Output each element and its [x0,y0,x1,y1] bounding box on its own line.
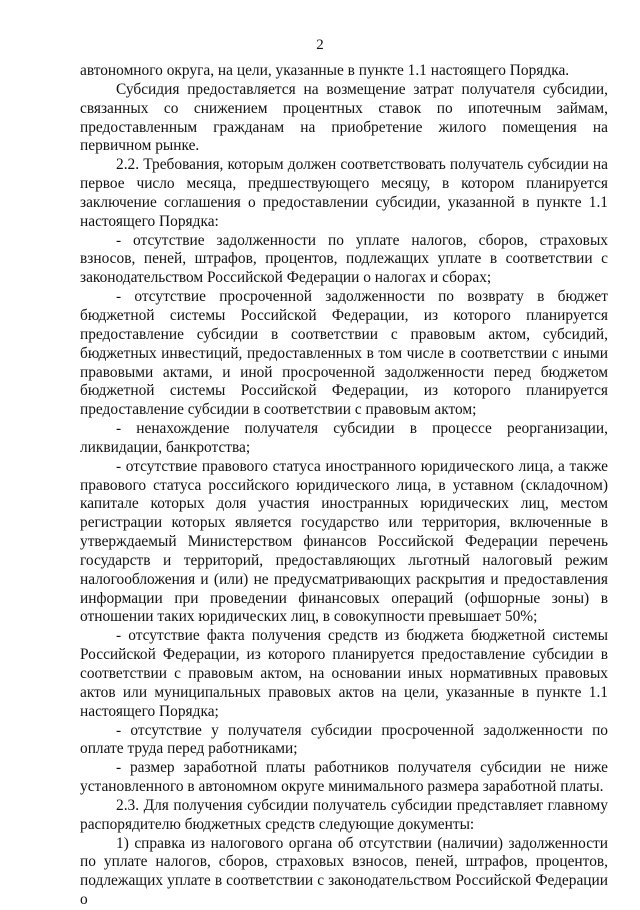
paragraph-continuation: автономного округа, на цели, указанные в пункте 1.1 настоящего Порядка. [80,62,570,79]
list-item-no-tax-debt: - отсутствие задолженности по уплате налогов, сборов, страховых взносов, пеней, штрафов, процентов, подлежащих уплате в соответствии с законодательством Российской Федерации о налогах и сборах; [80,231,608,287]
document-body [80,62,608,910]
list-item-no-reorganization: - ненахождение получателя субсидии в процессе реорганизации, ликвидации, банкротства; [80,420,608,456]
page-number: 2 [316,37,324,53]
list-item-no-wage-arrears: - отсутствие у получателя субсидии просроченной задолженности по оплате труда перед работниками; [80,721,608,758]
list-item-minimum-wage: - размер заработной платы работников получателя субсидии не ниже установленного в автономном округе минимального размера заработной платы. [80,759,608,796]
list-item-tax-certificate: 1) справка из налогового органа об отсутствии (наличии) задолженности по уплате налогов, сборов, страховых взносов, пеней, штрафов, процентов, подлежащих уплате в соответствии с законодательством Российской Федерации о [80,834,608,909]
list-item-no-foreign-status: - отсутствие правового статуса иностранного юридического лица, а также правового статуса российского юридического лица, в уставном (складочном) капитале которых доля участия иностранных юридических лиц, местом регистрации которых является государство или территория, включенные в утверждаемый Министерством финансов Российской Федерации перечень государств и территорий, предоставляющих льготный налоговый режим налогообложения и (или) не предусматривающих раскрытия и предоставления информации при проведении финансовых операций (офшорные зоны) в отношении таких юридических лиц, в совокупности превышает 50%; [80,457,608,626]
paragraph-documents-2-3: 2.3. Для получения субсидии получатель субсидии представляет главному распорядителю бюджетных средств следующие документы: [80,796,608,833]
paragraph-requirements-2-2: 2.2. Требования, которым должен соответствовать получатель субсидии на первое число месяца, предшествующего месяцу, в котором планируется заключение соглашения о предоставлении субсидии, указанной в пункте 1.1 настоящего Порядка: [80,156,608,230]
list-item-no-overdue-budget-debt: - отсутствие просроченной задолженности по возврату в бюджет бюджетной системы Российской Федерации, из которого планируется предоставление субсидии в соответствии с правовым актом, субсидий, бюджетных инвестиций, предоставленных в том числе в соответствии с иными правовыми актами, и иной просроченной задолженности перед бюджетом бюджетной системы Российской Федерации, из которого планируется предоставление субсидии в соответствии с правовым актом; [80,288,608,419]
list-item-no-other-budget-funds: - отсутствие факта получения средств из бюджета бюджетной системы Российской Федерации, из которого планируется предоставление субсидии в соответствии с правовым актом, на основании иных нормативных правовых актов или муниципальных правовых актов на цели, указанные в пункте 1.1 настоящего Порядка; [80,627,608,720]
paragraph-subsidy-purpose: Субсидия предоставляется на возмещение затрат получателя субсидии, связанных со снижением процентных ставок по ипотечным займам, предоставленным гражданам на приобретение жилого помещения на первичном рынке. [80,80,608,155]
